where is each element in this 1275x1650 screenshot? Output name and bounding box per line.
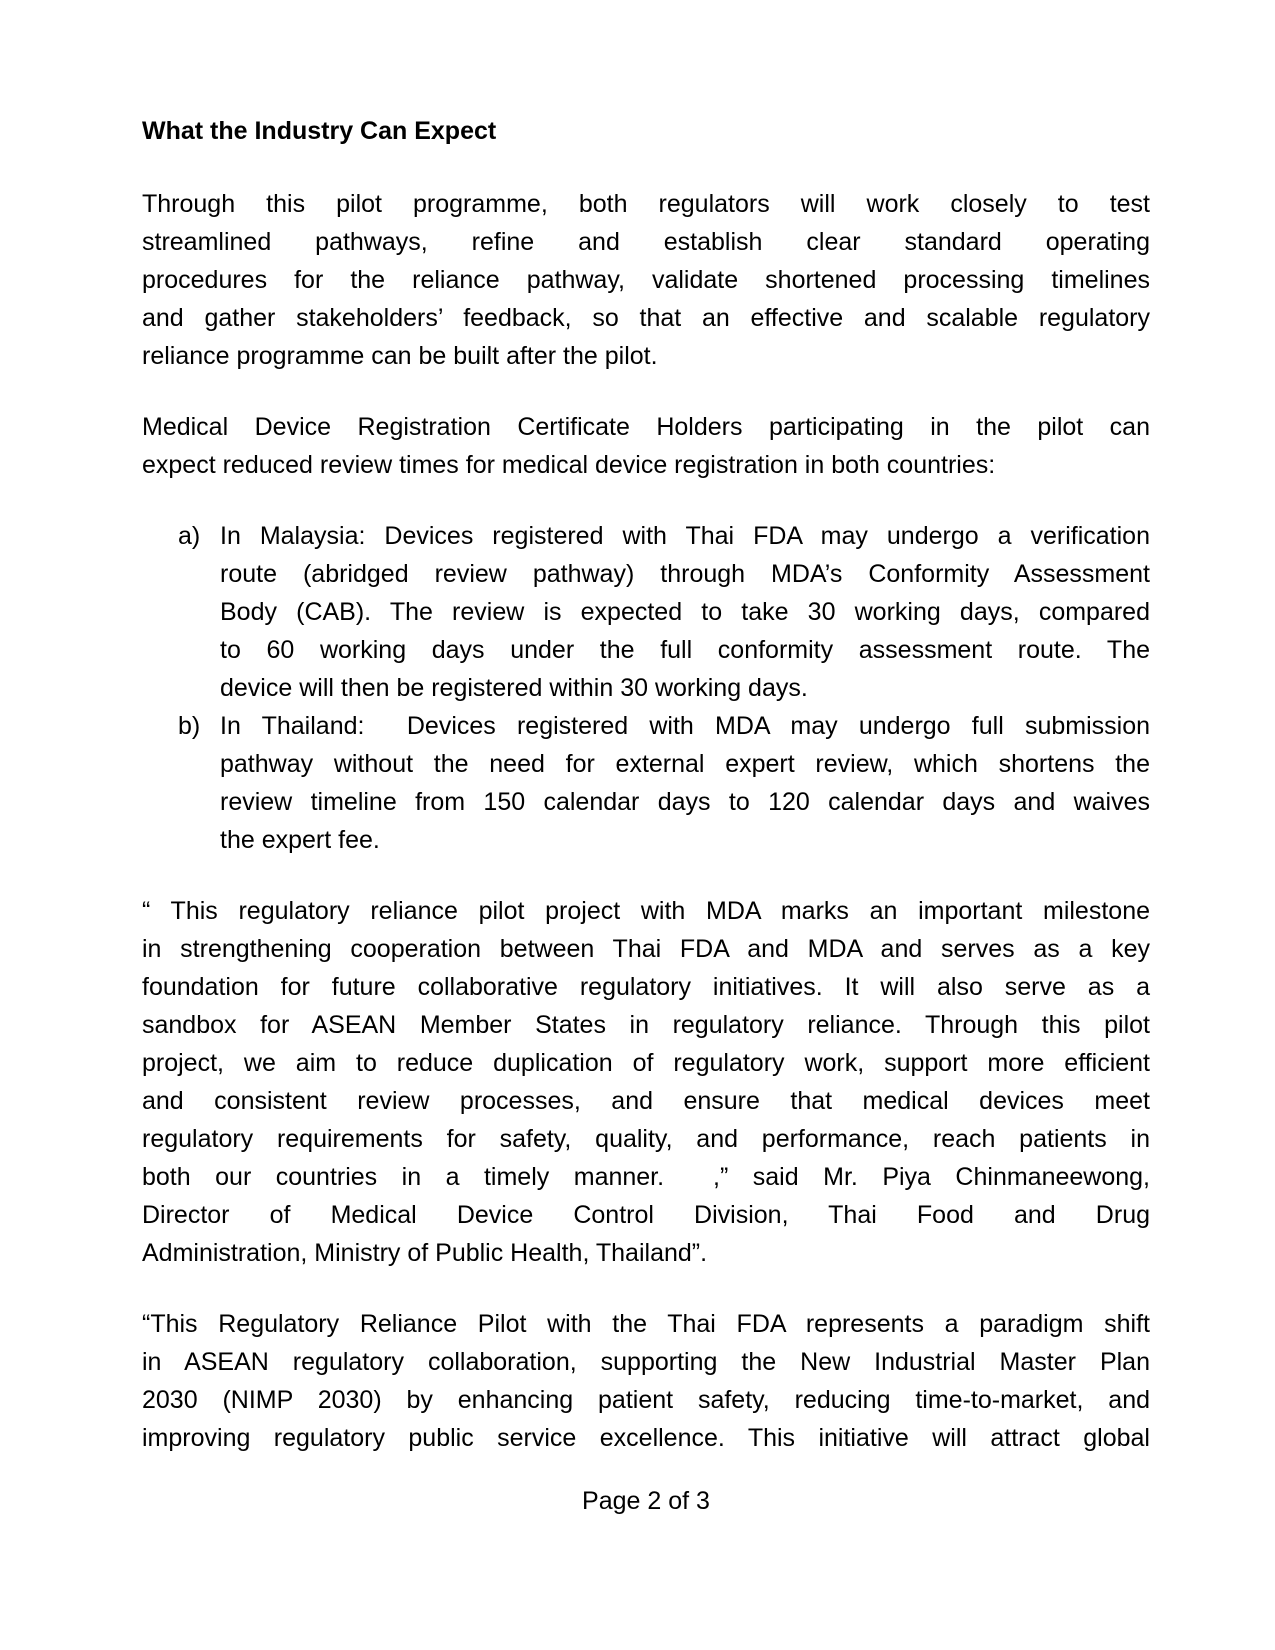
list-marker: a) <box>178 522 201 550</box>
page-number: Page 2 of 3 <box>582 1487 710 1515</box>
text-line: regulatory requirements for safety, quality, and performance, reach patients in <box>142 1125 1150 1153</box>
text-line: In Thailand: Devices registered with MDA may undergo full submission <box>220 712 1150 740</box>
text-line: pathway without the need for external expert review, which shortens the <box>220 750 1150 778</box>
list-item-b <box>142 707 1150 859</box>
text-line: in strengthening cooperation between Thai FDA and MDA and serves as a key <box>142 935 1150 963</box>
text-line: Through this pilot programme, both regulators will work closely to test <box>142 190 1150 218</box>
text-line: and gather stakeholders’ feedback, so that an effective and scalable regulatory <box>142 304 1150 332</box>
text-line: “This Regulatory Reliance Pilot with the Thai FDA represents a paradigm shift <box>142 1310 1150 1338</box>
text-line: “ This regulatory reliance pilot project with MDA marks an important milestone <box>142 897 1150 925</box>
paragraph-intro <box>142 185 1150 375</box>
text-line: and consistent review processes, and ensure that medical devices meet <box>142 1087 1150 1115</box>
text-line: Body (CAB). The review is expected to take 30 working days, compared <box>220 598 1150 626</box>
list-item-a <box>142 517 1150 707</box>
text-line: review timeline from 150 calendar days to 120 calendar days and waives <box>220 788 1150 816</box>
text-line: improving regulatory public service excellence. This initiative will attract global <box>142 1424 1150 1452</box>
text-line: in ASEAN regulatory collaboration, supporting the New Industrial Master Plan <box>142 1348 1150 1376</box>
text-line: Medical Device Registration Certificate Holders participating in the pilot can <box>142 413 1150 441</box>
paragraph-certificate-holders <box>142 408 1150 484</box>
text-line: procedures for the reliance pathway, validate shortened processing timelines <box>142 266 1150 294</box>
paragraph-quote-thai-fda <box>142 892 1150 1272</box>
text-line: sandbox for ASEAN Member States in regulatory reliance. Through this pilot <box>142 1011 1150 1039</box>
text-line: streamlined pathways, refine and establish clear standard operating <box>142 228 1150 256</box>
lettered-list <box>142 517 1150 859</box>
text-line: the expert fee. <box>220 826 380 854</box>
text-line: project, we aim to reduce duplication of regulatory work, support more efficient <box>142 1049 1150 1077</box>
text-line: reliance programme can be built after the pilot. <box>142 342 658 370</box>
text-line: Administration, Ministry of Public Health, Thailand”. <box>142 1239 708 1267</box>
list-marker: b) <box>178 712 201 740</box>
text-line: both our countries in a timely manner. ,” said Mr. Piya Chinmaneewong, <box>142 1163 1150 1191</box>
text-line: In Malaysia: Devices registered with Thai FDA may undergo a verification <box>220 522 1150 550</box>
section-heading: What the Industry Can Expect <box>142 117 497 145</box>
text-line: expect reduced review times for medical device registration in both countries: <box>142 451 996 479</box>
text-line: route (abridged review pathway) through MDA’s Conformity Assessment <box>220 560 1150 588</box>
text-line: to 60 working days under the full conformity assessment route. The <box>220 636 1150 664</box>
text-line: Director of Medical Device Control Division, Thai Food and Drug <box>142 1201 1150 1229</box>
document-body <box>142 112 1150 1490</box>
paragraph-quote-mda <box>142 1305 1150 1457</box>
text-line: device will then be registered within 30 working days. <box>220 674 808 702</box>
text-line: foundation for future collaborative regulatory initiatives. It will also serve as a <box>142 973 1150 1001</box>
text-line: 2030 (NIMP 2030) by enhancing patient safety, reducing time-to-market, and <box>142 1386 1150 1414</box>
